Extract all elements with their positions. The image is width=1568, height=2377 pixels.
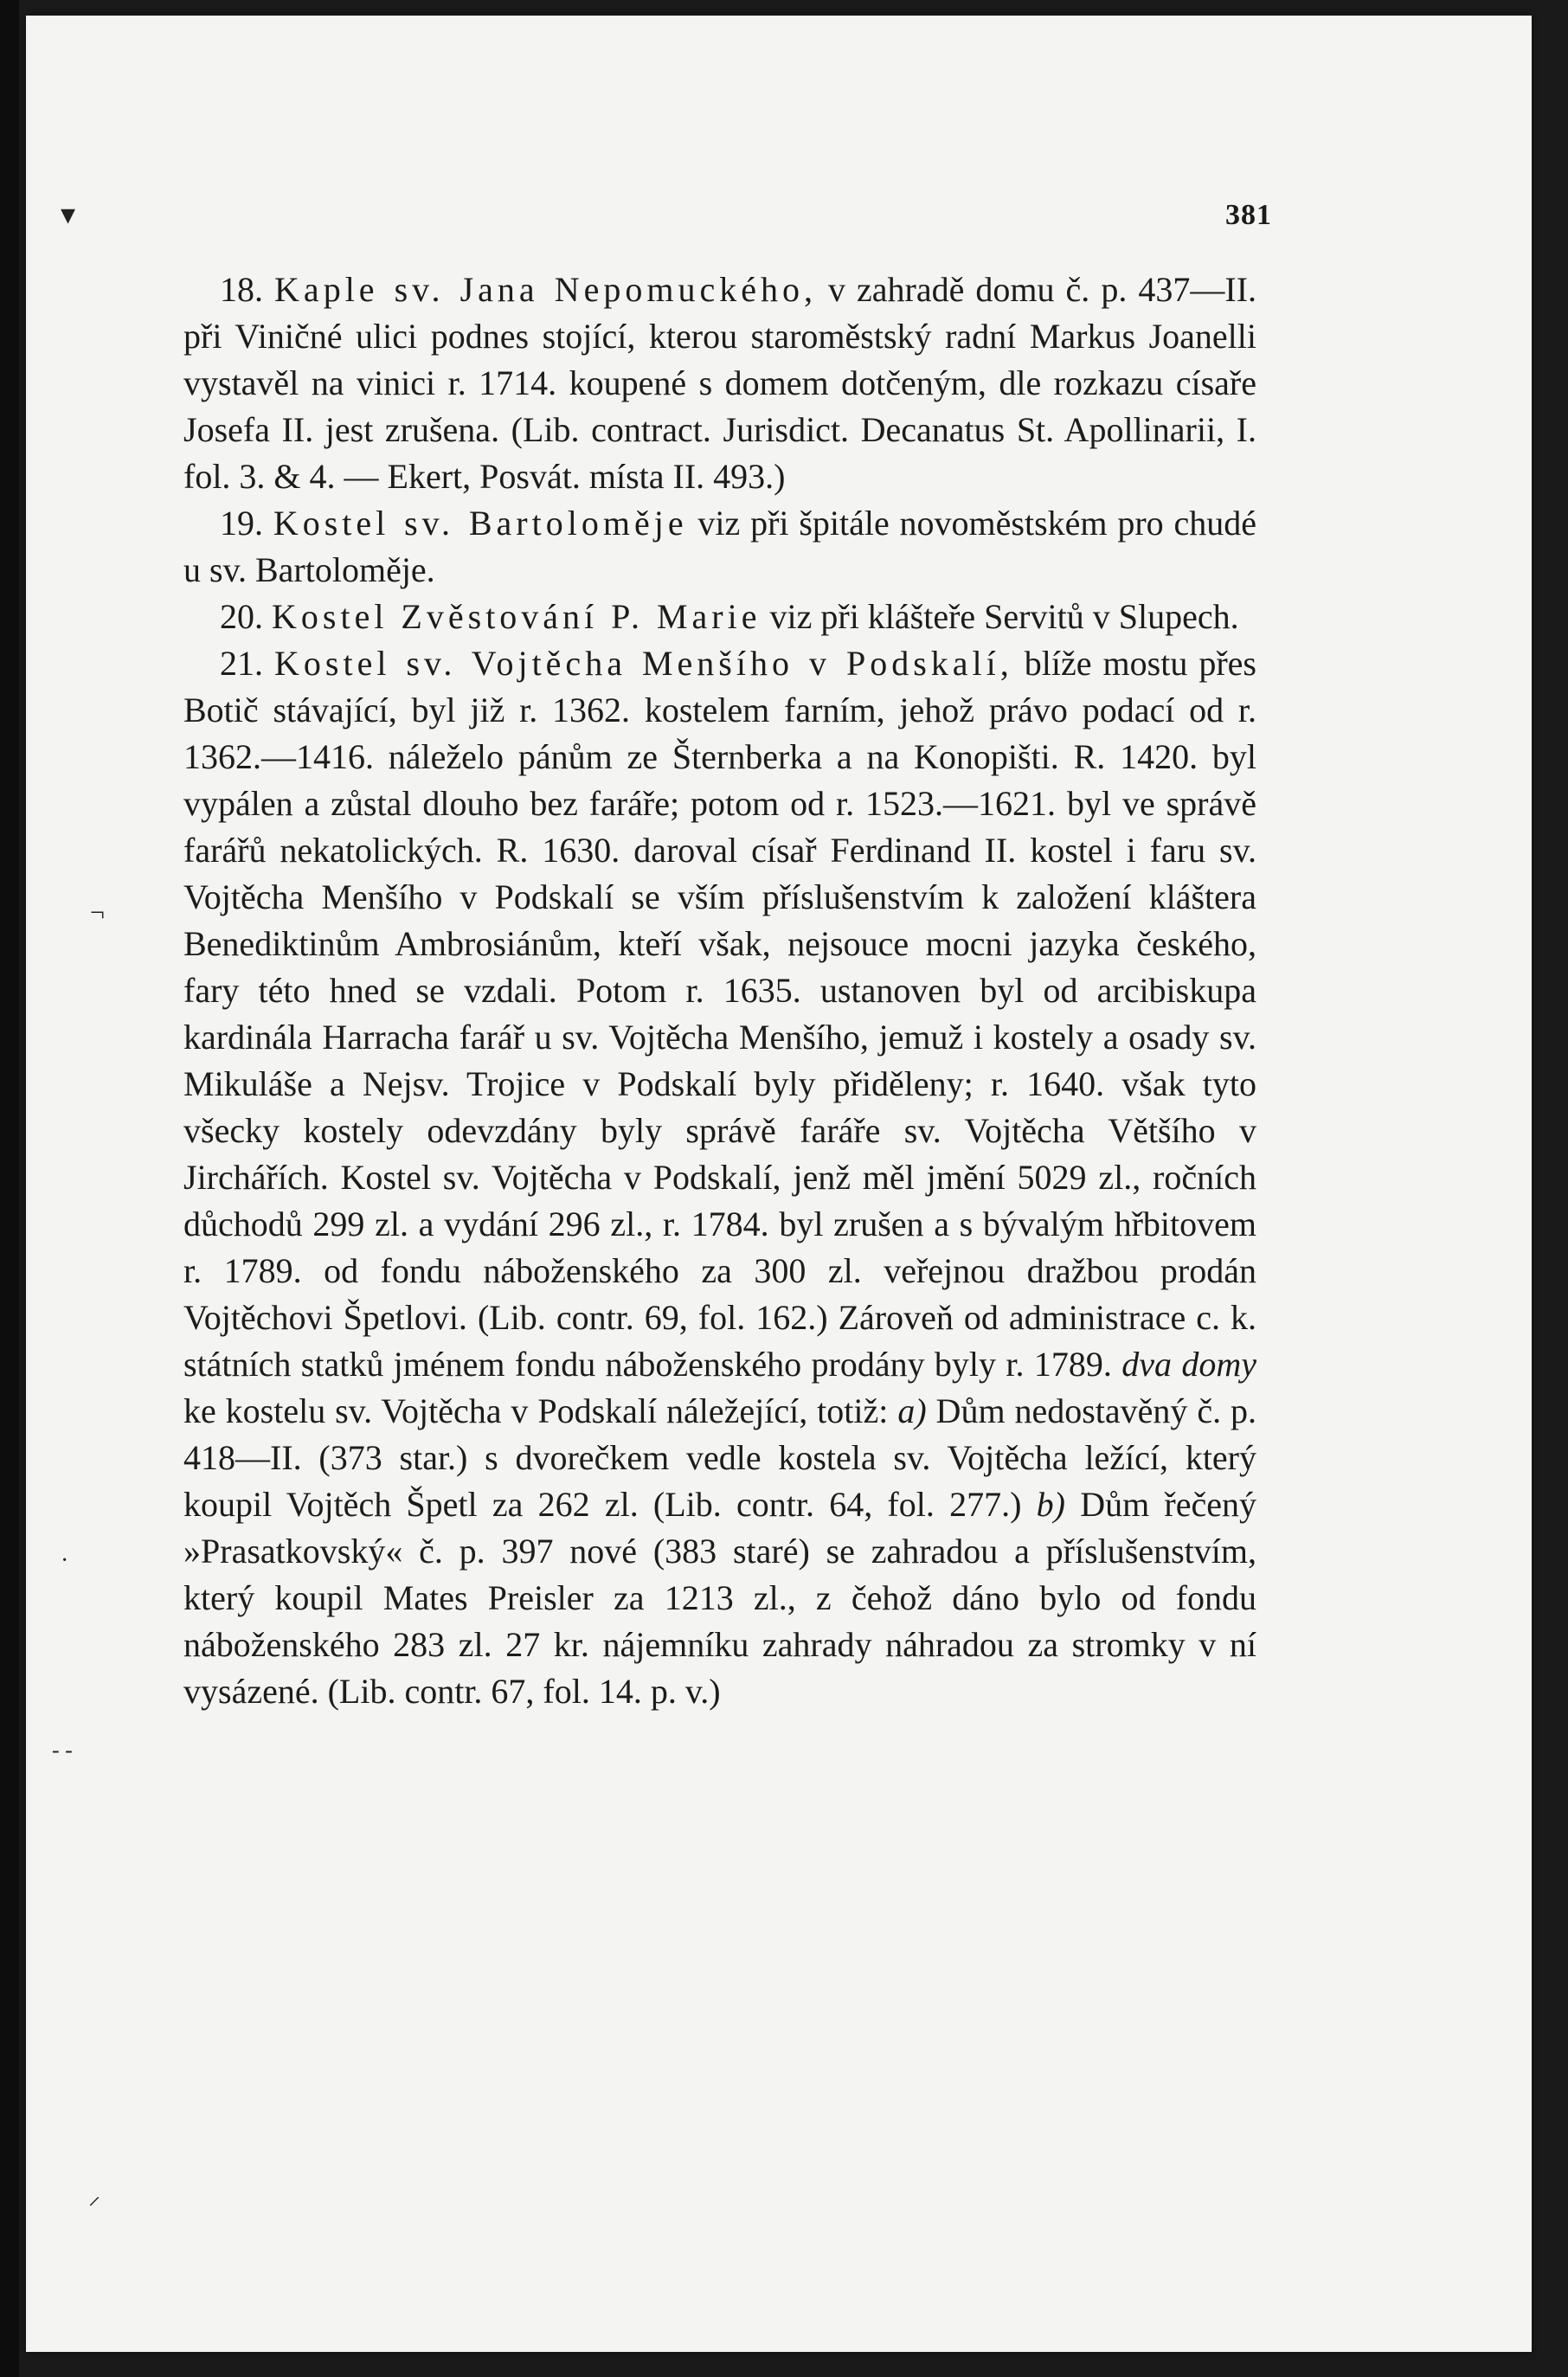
- entry-title: Kostel sv. Vojtěcha Menšího v Podskalí,: [274, 644, 1013, 683]
- margin-mark: ¬: [90, 898, 105, 927]
- entry-body: ke kostelu sv. Vojtěcha v Podskalí náležející, totiž:: [183, 1391, 898, 1430]
- entry-body: v zahradě domu č. p. 437—II. při Viničné ulici podnes stojící, kterou staroměstský radní Markus Joanelli vystavěl na vinici r. 1714. koupené s domem dotčeným, dle rozkazu císaře Josefa II. jest zrušena. (Lib. contract. Jurisdict. Decanatus St. Apollinarii, I. fol. 3. & 4. — Ekert, Posvát. místa II. 493.): [183, 270, 1257, 496]
- entry-number: 21.: [220, 644, 263, 683]
- book-page: [26, 16, 1532, 2352]
- list-marker: b): [1036, 1485, 1065, 1524]
- entry-number: 19.: [220, 504, 263, 543]
- page-number: 381: [1225, 199, 1272, 231]
- entry-body: Dům nedostavěný č. p. 418—II. (373 star.) s dvorečkem vedle kostela sv. Vojtěcha ležící, který koupil Vojtěch Špetl za 262 zl. (Lib. contr. 64, fol. 277.): [183, 1391, 1256, 1524]
- entry-19: [183, 500, 1256, 594]
- list-marker: a): [897, 1391, 927, 1430]
- entry-body: blíže mostu přes Botič stávající, byl již r. 1362. kostelem farním, jehož právo podací od r. 1362.—1416. náleželo pánům ze Šternberka a na Konopišti. R. 1420. byl vypálen a zůstal dlouho bez faráře; potom od r. 1523.—1621. byl ve správě farářů nekatolických. R. 1630. daroval císař Ferdinand II. kostel i faru sv. Vojtěcha Menšího v Podskalí se vším příslušenstvím k založení kláštera Benediktinům Ambrosiánům, kteří však, nejsouce mocni jazyka českého, fary této hned se vzdali. Potom r. 1635. ustanoven byl od arcibiskupa kardinála Harracha farář u sv. Vojtěcha Menšího, jemuž i kostely a osady sv. Mikuláše a Nejsv. Trojice v Podskalí byly přiděleny; r. 1640. však tyto všecky kostely odevzdány byly správě faráře sv. Vojtěcha Většího v Jirchářích. Kostel sv. Vojtěcha v Podskalí, jenž měl jmění 5029 zl., ročních důchodů 299 zl. a vydání 296 zl., r. 1784. byl zrušen a s bývalým hřbitovem r. 1789. od fondu náboženského za 300 zl. veřejnou dražbou prodán Vojtěchovi Špetlovi. (Lib. contr. 69, fol. 162.) Zároveň od administrace c. k. státních statků jménem fondu náboženského prodány byly r. 1789.: [183, 644, 1256, 1384]
- entry-body: viz při špitále novoměstském pro chudé u sv. Bartoloměje.: [183, 504, 1256, 589]
- margin-mark: ·: [61, 1547, 69, 1574]
- entry-21: [183, 640, 1256, 1715]
- entry-body: Dům řečený »Prasatkovský« č. p. 397 nové (383 staré) se zahradou a příslušenstvím, který koupil Mates Preisler za 1213 zl., z čehož dáno bylo od fondu náboženského 283 zl. 27 kr. nájemníku zahrady náhradou za stromky v ní vysázené. (Lib. contr. 67, fol. 14. p. v.): [183, 1485, 1256, 1711]
- margin-mark: - -: [52, 1738, 73, 1763]
- italic-phrase: dva domy: [1121, 1345, 1256, 1384]
- entry-number: 20.: [220, 597, 263, 636]
- scan-border: [0, 0, 19, 2377]
- entry-body: viz při klášteře Servitů v Slupech.: [761, 597, 1239, 636]
- entry-title: Kostel sv. Bartoloměje: [273, 504, 688, 543]
- entry-title: Kostel Zvěstování P. Marie: [272, 597, 762, 636]
- entry-18: [183, 267, 1256, 500]
- entry-title: Kaple sv. Jana Nepomuckého,: [274, 270, 817, 309]
- body-text: [183, 267, 1256, 1715]
- margin-mark: ▾: [61, 199, 76, 231]
- margin-mark: ⸝: [88, 2183, 101, 2210]
- entry-number: 18.: [220, 270, 263, 309]
- entry-20: [183, 594, 1256, 640]
